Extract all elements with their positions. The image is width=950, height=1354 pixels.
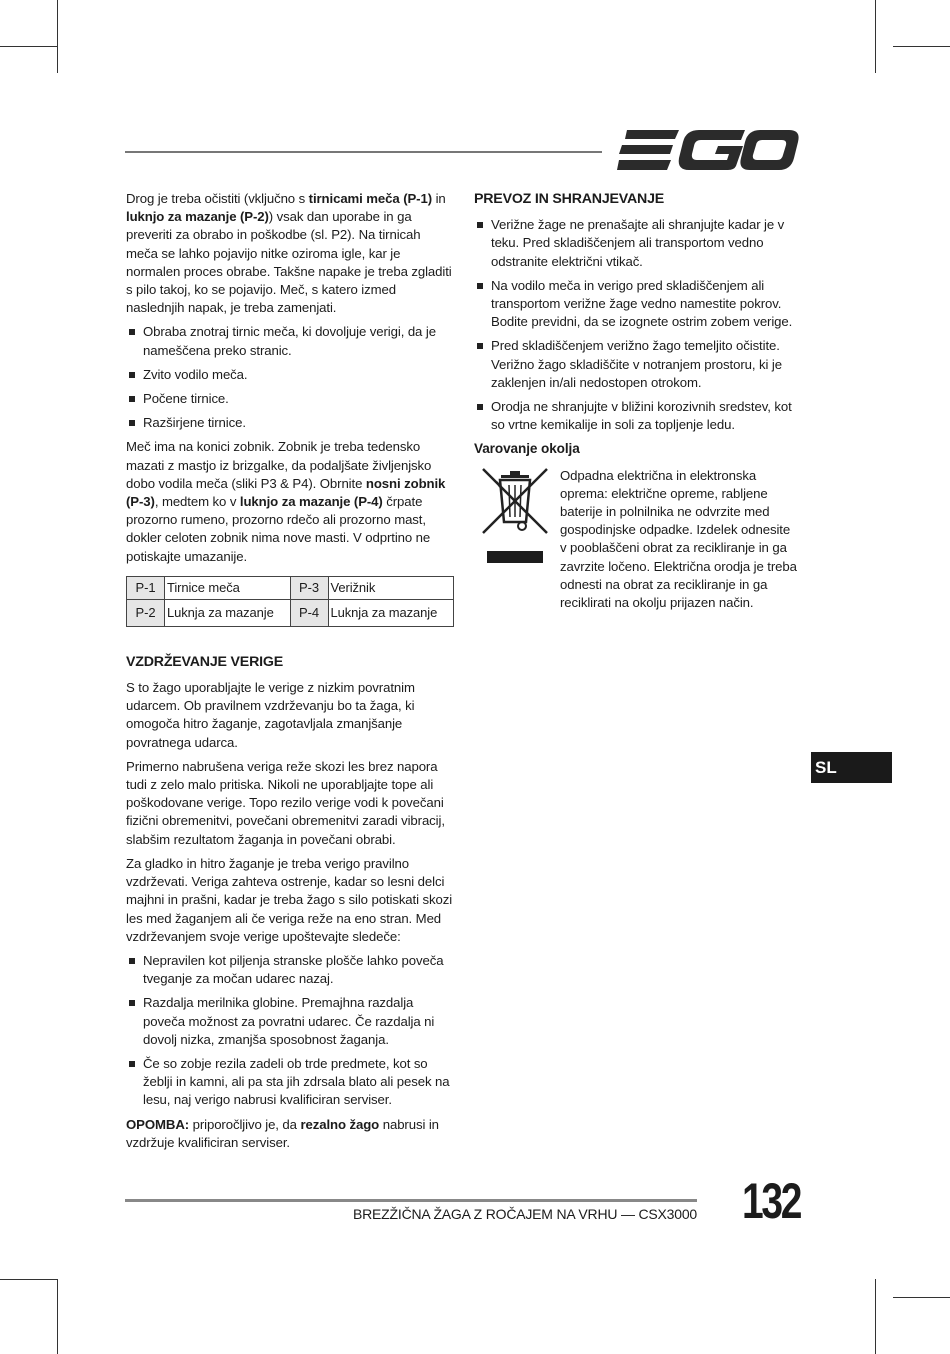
- bar-cleaning-paragraph: Drog je treba očistiti (vključno s tirnicami meča (P-1) in luknjo za mazanje (P-2)) vsak dan uporabe in ga preveriti za obrabo in poškodbe (sl. P2). Na tirnicah meča se lahko pojavijo nitke oziroma igle, kar je normalen proces obrabe. Takšne napake je treba zgladiti s pilo takoj, ko se pojavijo. Meč, s katero izmed naslednjih napak, je treba zamenjati.: [126, 191, 452, 316]
- language-tab: SL: [811, 752, 892, 783]
- list-item: Orodja ne shranjujte v bližini korozivnih sredstev, kot so vrtne kemikalije in soli za topljenje ledu.: [474, 398, 800, 434]
- part-code: P-1: [127, 576, 165, 599]
- crop-mark: [57, 0, 58, 73]
- part-code: P-2: [127, 599, 165, 626]
- list-item: Obraba znotraj tirnic meča, ki dovoljuje verigi, da je nameščena preko stranic.: [126, 323, 454, 359]
- chain-paragraph: Primerno nabrušena veriga reže skozi les brez napora tudi z zelo malo pritiska. Nikoli ne uporabljajte tope ali poškodovane verige. Topo rezilo verige vodi k povečani fizični obremenitvi, povečani obremenitvi zaradi vibracij, slabšim rezultatom žaganja in povečani obrabi.: [126, 758, 445, 847]
- crop-mark: [0, 46, 57, 47]
- chain-paragraph: Za gladko in hitro žaganje je treba verigo pravilno vzdrževati. Veriga zahteva ostrenje, kadar so lesni delci majhni in prašni, kadar je treba žago s silo potiskati skozi les med žaganjem ali če veriga reže na eno stran. Med vzdrževanjem svoje verige upoštevajte sledeče:: [126, 855, 453, 944]
- list-item: Razširjene tirnice.: [126, 414, 454, 432]
- crop-mark: [893, 1297, 950, 1298]
- ego-logo: [617, 128, 799, 172]
- list-item: Zvito vodilo meča.: [126, 366, 454, 384]
- crop-mark: [0, 1279, 57, 1280]
- part-name: Luknja za mazanje: [165, 599, 291, 626]
- part-name: Tirnice meča: [165, 576, 291, 599]
- sprocket-paragraph: Meč ima na konici zobnik. Zobnik je treba tedensko mazati z mastjo iz brizgalke, da podaljšate življenjsko dobo vodila meča (sliki P3 & P4). Obrnite nosni zobnik (P-3), medtem ko v luknjo za mazanje (P-4) črpate prozorno rumeno, prozorno rdečo ali prozorno mast, dokler celoten zobnik nima nove masti. V odprtino ne potiskajte umazanije.: [126, 439, 446, 564]
- part-code: P-4: [290, 599, 328, 626]
- parts-table: [126, 576, 454, 627]
- table-row: [127, 599, 454, 626]
- chain-paragraph: S to žago uporabljajte le verige z nizkim povratnim udarcem. Ob pravilnem vzdrževanju bo ta žaga, ki omogoča hitro žaganje, zagotavljala zmanjšanje povratnega udarca.: [126, 680, 415, 750]
- environment-block: [474, 467, 800, 613]
- list-item: Počene tirnice.: [126, 390, 454, 408]
- crop-mark: [875, 1279, 876, 1354]
- chain-maintenance-list: [126, 952, 454, 1110]
- part-name: Luknja za mazanje: [328, 599, 454, 626]
- transport-storage-heading: PREVOZ IN SHRANJEVANJE: [474, 191, 665, 207]
- table-row: [127, 576, 454, 599]
- list-item: Pred skladiščenjem verižno žago temeljito očistite. Verižno žago skladiščite v notranjem prostoru, ki je zaklenjen in/ali nedostopen otrokom.: [474, 337, 800, 392]
- list-item: Na vodilo meča in verigo pred skladiščenjem ali transportom verižne žage vedno namestite pokrov. Bodite previdni, da se izognete ostrim zobem verige.: [474, 277, 800, 332]
- list-item: Razdalja merilnika globine. Premajhna razdalja poveča možnost za povratni udarec. Če razdalja ni dovolj nizka, zmanjša sposobnost žaganja.: [126, 994, 454, 1049]
- header-rule: [125, 151, 602, 153]
- transport-storage-list: [474, 216, 800, 434]
- environment-text: Odpadna električna in elektronska oprema: električne opreme, rabljene baterije in polnilnika ne odvrzite med gospodinjske odpadke. Izdelek odnesite v pooblaščeni obrat za recikliranje in ga zavrzite ločeno. Električna orodja je treba odnesti na obrat za recikliranje in ga reciklirati na okolju prijazen način.: [560, 467, 797, 611]
- right-column: [474, 190, 800, 612]
- bar-defects-list: [126, 323, 454, 432]
- page-number: 132: [742, 1173, 801, 1229]
- weee-bin-icon: [474, 467, 560, 567]
- left-column: [126, 190, 454, 1158]
- environment-heading: Varovanje okolja: [474, 441, 580, 457]
- part-name: Verižnik: [328, 576, 454, 599]
- list-item: Če so zobje rezila zadeli ob trde predmete, kot so žeblji in kamni, ali pa sta jih zdrsala blato ali pesek na lesu, naj verigo nabrusi kvalificiran serviser.: [126, 1055, 454, 1110]
- footer-rule: [125, 1199, 697, 1202]
- list-item: Verižne žage ne prenašajte ali shranjujte kadar je v teku. Pred skladiščenjem ali transportom vedno odstranite električni vtikač.: [474, 216, 800, 271]
- crop-mark: [57, 1279, 58, 1354]
- footer-title: BREZŽIČNA ŽAGA Z ROČAJEM NA VRHU — CSX3000: [352, 1206, 697, 1222]
- note-paragraph: OPOMBA: priporočljivo je, da rezalno žago nabrusi in vzdržuje kvalificiran serviser.: [126, 1116, 439, 1150]
- crop-mark: [893, 46, 950, 47]
- list-item: Nepravilen kot piljenja stranske plošče lahko poveča tveganje za močan udarec nazaj.: [126, 952, 454, 988]
- chain-maintenance-heading: VZDRŽEVANJE VERIGE: [126, 653, 283, 670]
- crop-mark: [875, 0, 876, 73]
- part-code: P-3: [290, 576, 328, 599]
